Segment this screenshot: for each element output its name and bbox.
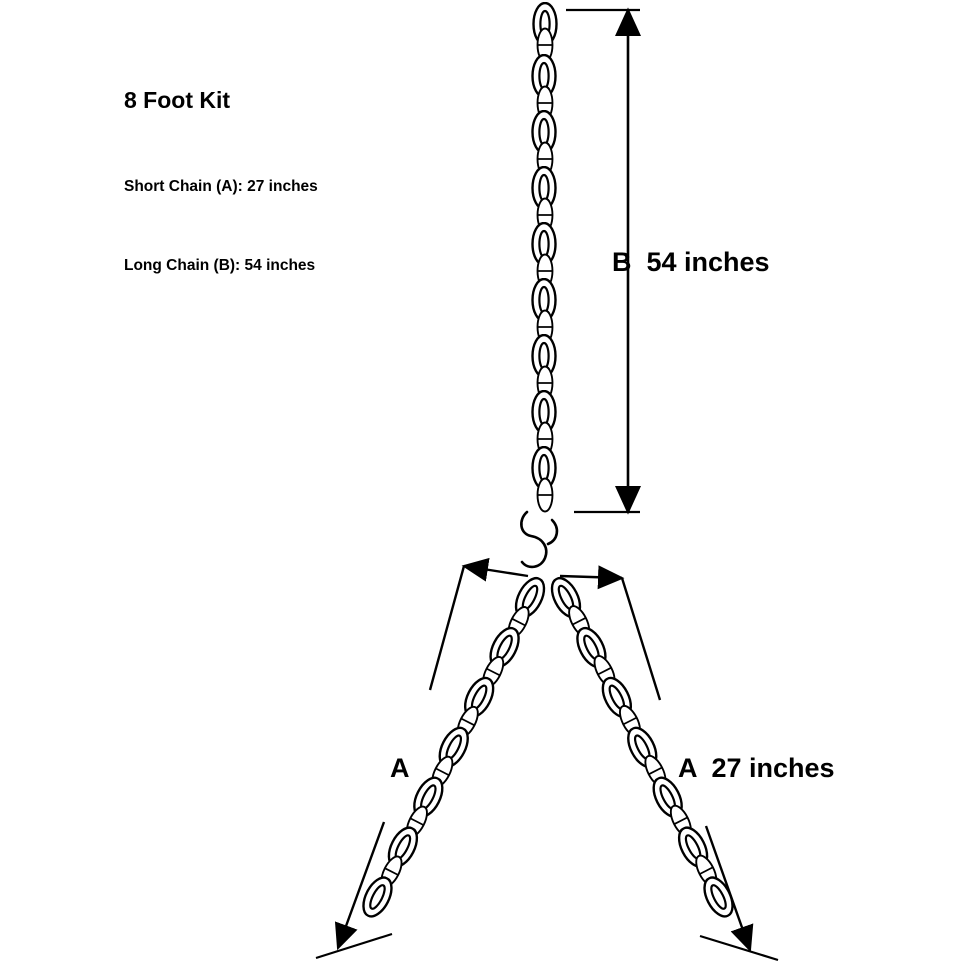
title-block: [124, 28, 318, 333]
dimension-label-b: B 54 inches: [612, 247, 770, 277]
dimension-label-a-left: A: [390, 753, 410, 783]
page-title: 8 Foot Kit: [124, 86, 231, 113]
long-chain-b: [521, 3, 557, 567]
spec-line-short: Short Chain (A): 27 inches: [124, 177, 318, 195]
dimension-label-a-right: A 27 inches: [678, 753, 835, 783]
short-chain-a-right: [546, 574, 738, 921]
spec-line-long: Long Chain (B): 54 inches: [124, 256, 316, 274]
short-chain-a-left: [358, 574, 550, 921]
